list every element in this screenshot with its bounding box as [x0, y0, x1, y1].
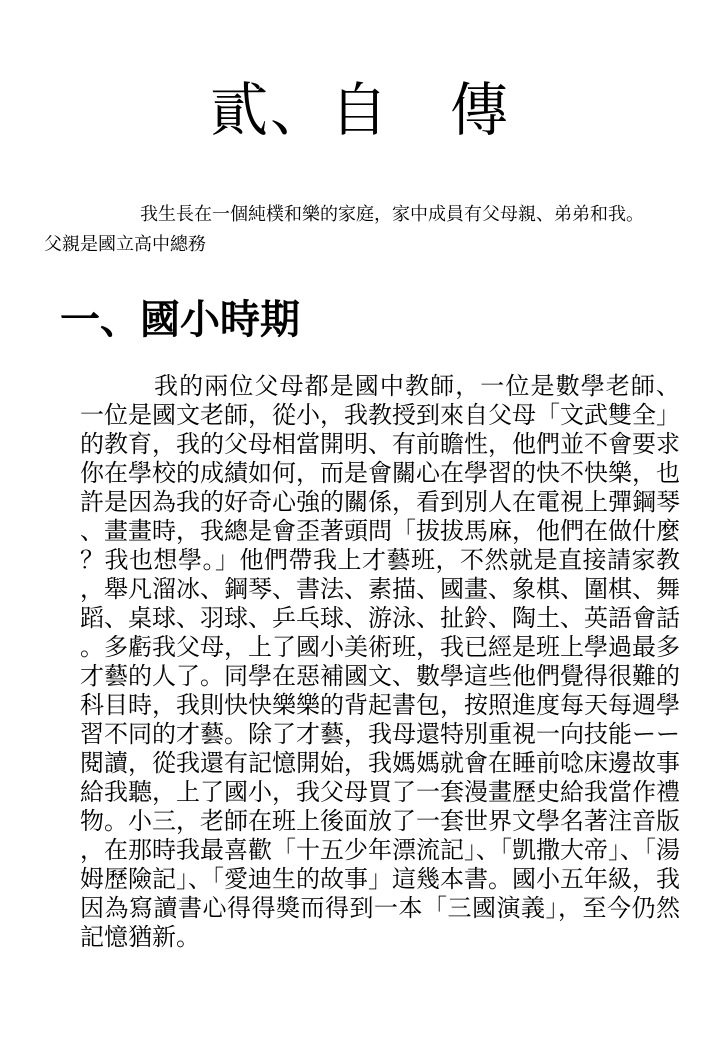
document-title: 貳、自 傳	[209, 76, 510, 144]
intro-paragraph: 我生長在一個純樸和樂的家庭，家中成員有父母親、弟弟和我。父親是國立高中總務	[44, 204, 644, 255]
section-body-paragraph: 我的兩位父母都是國中教師，一位是數學老師、一位是國文老師，從小，我教授到來自父母「文武雙全」的教育，我的父母相當開明、有前瞻性，他們並不會要求你在學校的成績如何，而是會關心在學習的快不快樂，也許是因為我的好奇心強的關係，看到別人在電視上彈鋼琴、畫畫時，我總是會歪著頭問「拔拔馬麻，他們在做什麼？我也想學。」他們帶我上才藝班，不然就是直接請家教，舉凡溜冰、鋼琴、書法、素描、國畫、象棋、圍棋、舞蹈、桌球、羽球、乒乓球、游泳、扯鈴、陶土、英語會話。多虧我父母，上了國小美術班，我已經是班上學過最多才藝的人了。同學在惡補國文、數學這些他們覺得很難的科目時，我則快快樂樂的背起書包，按照進度每天每週學習不同的才藝。除了才藝，我母還特別重視一向技能ーー閱讀，從我還有記憶開始，我媽媽就會在睡前唸床邊故事給我聽，上了國小，我父母買了一套漫畫歷史給我當作禮物。小三，老師在班上後面放了一套世界文學名著注音版，在那時我最喜歡「十五少年漂流記」、「凱撒大帝」、「湯姆歷險記」、「愛迪生的故事」這幾本書。國小五年級，我因為寫讀書心得得獎而得到一本「三國演義」，至今仍然記憶猶新。	[80, 372, 680, 951]
section-heading: 一、國小時期	[60, 297, 300, 343]
